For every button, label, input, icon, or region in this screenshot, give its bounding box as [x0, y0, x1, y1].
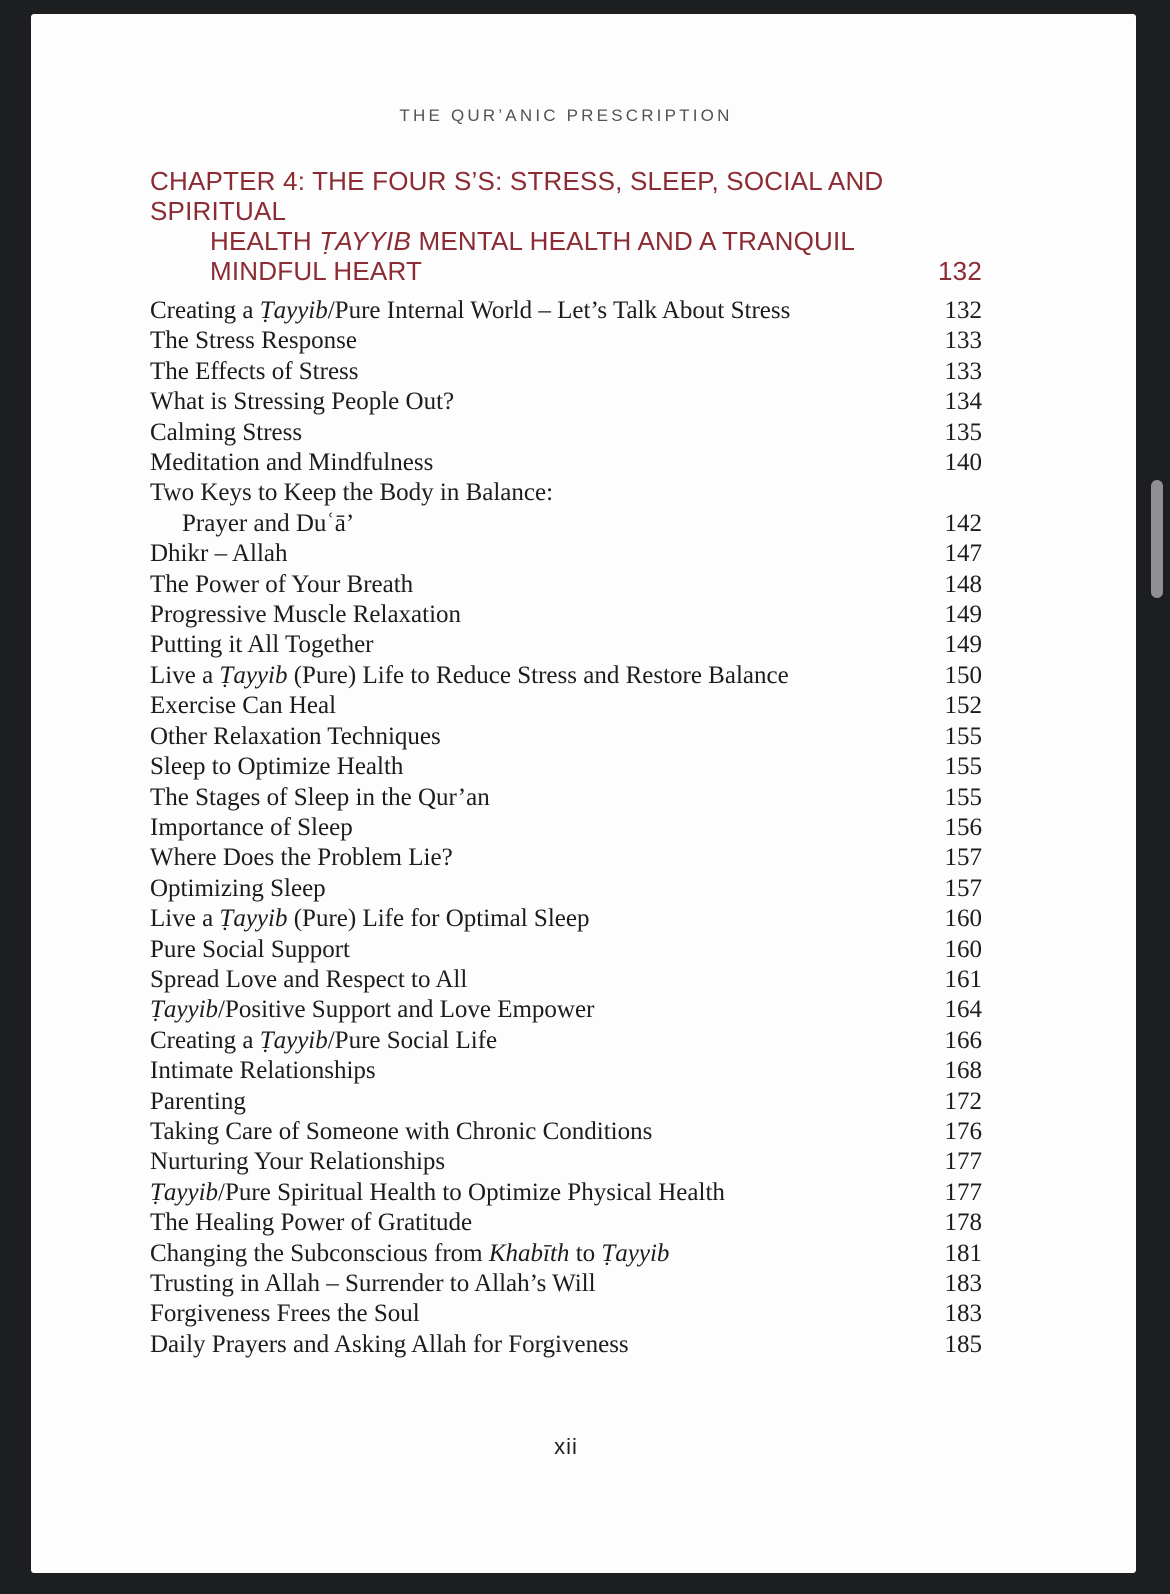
toc-entry: [150, 478, 982, 508]
italic-term: Ṭayyib: [219, 905, 288, 933]
toc-entry: [150, 722, 982, 752]
italic-term: Ṭayyib: [601, 1239, 670, 1267]
toc-page-number: 142: [944, 509, 982, 537]
toc-page-number: 176: [944, 1117, 982, 1145]
toc-entry-title: Putting it All Together: [150, 631, 374, 659]
toc-page-number: 181: [944, 1239, 982, 1267]
toc-entry: [150, 813, 982, 843]
toc-page-number: 157: [944, 844, 982, 872]
toc-entry: [150, 1117, 982, 1147]
toc-entry-title: Intimate Relationships: [150, 1057, 376, 1085]
toc-entry: [150, 326, 982, 356]
toc-entry-title: Parenting: [150, 1087, 246, 1115]
toc-page-number: 160: [944, 935, 982, 963]
toc-page-number: 177: [944, 1148, 982, 1176]
toc-entry: [150, 418, 982, 448]
italic-term: Ṭayyib: [259, 297, 328, 324]
toc-entry: [150, 1269, 982, 1299]
toc-entry: [150, 570, 982, 600]
toc-entry: [150, 448, 982, 478]
toc-page-number: 132: [944, 297, 982, 324]
toc-entry-title: The Effects of Stress: [150, 357, 359, 385]
toc-entry: [150, 509, 982, 539]
toc-list: [150, 296, 982, 1360]
toc-entry: [150, 904, 982, 934]
toc-entry-title: Pure Social Support: [150, 935, 350, 963]
toc-entry: [150, 1056, 982, 1086]
scrollbar-thumb[interactable]: [1151, 480, 1163, 598]
toc-entry-title: Two Keys to Keep the Body in Balance:: [150, 479, 554, 507]
toc-entry: [150, 539, 982, 569]
chapter-heading: [150, 166, 982, 286]
toc-page-number: 177: [944, 1178, 982, 1206]
toc-page-number: 178: [944, 1209, 982, 1237]
toc-entry-title: Prayer and Duʿā’: [182, 509, 355, 537]
toc-entry-title: Dhikr – Allah: [150, 540, 288, 568]
toc-entry-title: Changing the Subconscious from Khabīth to Ṭayyib: [150, 1239, 670, 1267]
toc-entry-title: Exercise Can Heal: [150, 692, 337, 720]
toc-entry: [150, 630, 982, 660]
toc-entry: [150, 1208, 982, 1238]
toc-page-number: 160: [944, 905, 982, 933]
toc-entry: [150, 1026, 982, 1056]
toc-entry-title: Creating a Ṭayyib/Pure Internal World – Let’s Talk About Stress: [150, 297, 791, 324]
toc-entry: [150, 995, 982, 1025]
chapter-heading-line: [150, 226, 982, 256]
toc-page-number: 133: [944, 357, 982, 385]
toc-entry-title: The Power of Your Breath: [150, 570, 414, 598]
running-head: THE QUR’ANIC PRESCRIPTION: [399, 106, 733, 125]
chapter-heading-line: [150, 256, 982, 286]
toc-entry: [150, 661, 982, 691]
toc-page-number: 172: [944, 1087, 982, 1115]
toc-entry: [150, 752, 982, 782]
toc-page-number: 156: [944, 813, 982, 841]
toc-entry: [150, 1087, 982, 1117]
toc-entry-title: Creating a Ṭayyib/Pure Social Life: [150, 1026, 498, 1054]
toc-entry-title: Calming Stress: [150, 418, 303, 446]
toc-page-number: 157: [944, 874, 982, 902]
toc-entry: [150, 296, 982, 326]
toc-entry-title: Live a Ṭayyib (Pure) Life to Reduce Stress and Restore Balance: [150, 661, 789, 689]
toc-entry: [150, 1239, 982, 1269]
italic-term: Ṭayyib: [259, 1026, 328, 1054]
toc-page-number: 168: [944, 1057, 982, 1085]
toc-entry: [150, 843, 982, 873]
italic-term: Ṭayyib: [219, 661, 288, 689]
chapter-heading-line: [150, 166, 982, 226]
toc-page-number: 135: [944, 418, 982, 446]
toc-entry: [150, 965, 982, 995]
toc-page-number: 164: [944, 996, 982, 1024]
toc-entry-title: Forgiveness Frees the Soul: [150, 1300, 420, 1328]
toc-entry-title: Ṭayyib/Pure Spiritual Health to Optimize Physical Health: [150, 1178, 725, 1206]
toc-entry-title: Where Does the Problem Lie?: [150, 844, 453, 872]
toc-entry-title: Progressive Muscle Relaxation: [150, 601, 462, 629]
toc-page-number: 155: [944, 722, 982, 750]
toc-entry-title: Other Relaxation Techniques: [150, 722, 441, 750]
toc-page-number: 183: [944, 1270, 982, 1297]
toc-entry-title: Nurturing Your Relationships: [150, 1148, 446, 1176]
toc-entry-title: Optimizing Sleep: [150, 874, 326, 902]
toc-entry-title: Ṭayyib/Positive Support and Love Empower: [150, 996, 595, 1024]
toc-entry-title: Meditation and Mindfulness: [150, 449, 434, 477]
toc-entry: [150, 874, 982, 904]
toc-page-number: 166: [944, 1026, 982, 1054]
chapter-heading-line-title: MINDFUL HEART: [210, 256, 423, 286]
italic-term: ṬAYYIB: [319, 226, 412, 256]
toc-entry-title: Spread Love and Respect to All: [150, 965, 468, 993]
page-content: [150, 166, 982, 1360]
toc-page-number: 152: [944, 692, 982, 720]
toc-entry: [150, 357, 982, 387]
toc-entry-title: Importance of Sleep: [150, 813, 353, 841]
toc-page-number: 150: [944, 661, 982, 689]
toc-entry-title: Daily Prayers and Asking Allah for Forgiveness: [150, 1330, 629, 1358]
toc-page-number: 183: [944, 1300, 982, 1328]
toc-entry: [150, 387, 982, 417]
toc-page-number: 185: [944, 1330, 982, 1358]
toc-entry-title: Trusting in Allah – Surrender to Allah’s Will: [150, 1270, 596, 1297]
toc-entry: [150, 1147, 982, 1177]
italic-term: Khabīth: [488, 1239, 570, 1267]
toc-page-number: 148: [944, 570, 982, 598]
toc-entry: [150, 935, 982, 965]
toc-entry-title: The Healing Power of Gratitude: [150, 1209, 473, 1237]
toc-page-number: 140: [944, 449, 982, 477]
toc-page-number: 155: [944, 753, 982, 781]
toc-entry-title: Taking Care of Someone with Chronic Conditions: [150, 1117, 653, 1145]
chapter-heading-line-title: HEALTH ṬAYYIB MENTAL HEALTH AND A TRANQUIL: [210, 226, 856, 256]
toc-entry-title: What is Stressing People Out?: [150, 388, 455, 416]
toc-page-number: 155: [944, 783, 982, 811]
toc-page-number: 147: [944, 540, 982, 568]
book-page: [31, 14, 1136, 1573]
page-number-folio: xii: [554, 1434, 578, 1459]
toc-entry-title: The Stages of Sleep in the Qur’an: [150, 783, 490, 811]
toc-entry-title: Sleep to Optimize Health: [150, 753, 404, 781]
toc-page-number: 134: [944, 388, 982, 416]
toc-page-number: 133: [944, 327, 982, 355]
chapter-heading-line-title: CHAPTER 4: THE FOUR S’S: STRESS, SLEEP, SOCIAL AND SPIRITUAL: [150, 166, 884, 226]
toc-page-number: 149: [944, 601, 982, 629]
italic-term: Ṭayyib: [150, 1178, 219, 1206]
toc-entry-title: The Stress Response: [150, 327, 357, 355]
toc-entry: [150, 1330, 982, 1360]
toc-page-number: 161: [944, 965, 982, 993]
chapter-page-number: 132: [938, 256, 982, 286]
toc-page-number: 149: [944, 631, 982, 659]
toc-entry: [150, 783, 982, 813]
italic-term: Ṭayyib: [150, 996, 219, 1024]
toc-entry: [150, 600, 982, 630]
toc-entry: [150, 1299, 982, 1329]
toc-entry-title: Live a Ṭayyib (Pure) Life for Optimal Sleep: [150, 905, 590, 933]
toc-entry: [150, 691, 982, 721]
toc-entry: [150, 1178, 982, 1208]
